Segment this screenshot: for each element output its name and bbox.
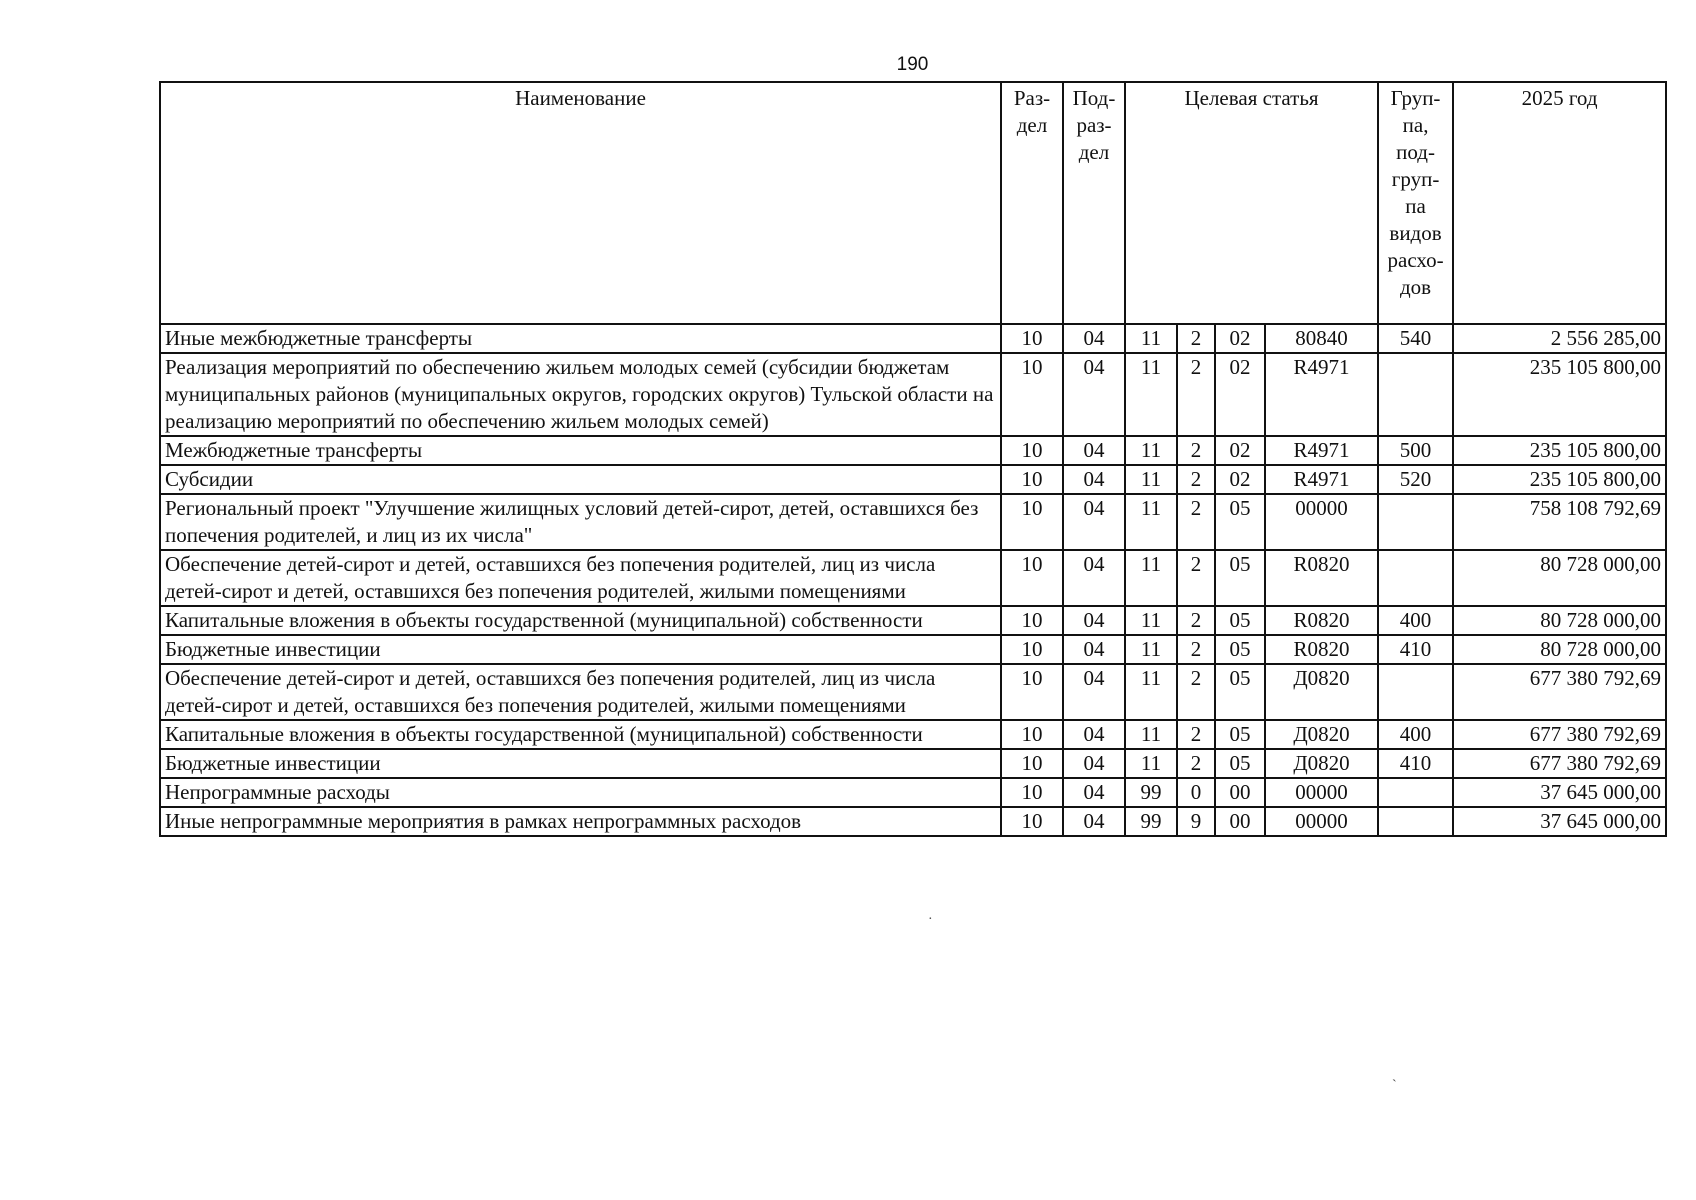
cell-razdel: 10 xyxy=(1001,324,1063,353)
cell-target-direction: 80840 xyxy=(1265,324,1378,353)
table-header-row xyxy=(160,82,1666,324)
cell-podrazdel: 04 xyxy=(1063,664,1125,720)
cell-razdel: 10 xyxy=(1001,807,1063,836)
cell-target-event: 05 xyxy=(1215,606,1265,635)
cell-target-type: 2 xyxy=(1177,606,1215,635)
cell-amount: 80 728 000,00 xyxy=(1453,606,1666,635)
cell-name: Межбюджетные трансферты xyxy=(160,436,1001,465)
cell-target-type: 9 xyxy=(1177,807,1215,836)
cell-target-direction: Д0820 xyxy=(1265,664,1378,720)
cell-target-type: 2 xyxy=(1177,324,1215,353)
cell-target-type: 0 xyxy=(1177,778,1215,807)
cell-target-program: 11 xyxy=(1125,324,1177,353)
cell-podrazdel: 04 xyxy=(1063,778,1125,807)
cell-target-event: 05 xyxy=(1215,720,1265,749)
cell-podrazdel: 04 xyxy=(1063,606,1125,635)
cell-group xyxy=(1378,353,1453,436)
cell-name: Капитальные вложения в объекты государственной (муниципальной) собственности xyxy=(160,606,1001,635)
cell-group: 520 xyxy=(1378,465,1453,494)
table-row xyxy=(160,664,1666,720)
budget-table xyxy=(159,81,1667,837)
scan-speck: · xyxy=(928,912,933,927)
cell-target-type: 2 xyxy=(1177,635,1215,664)
table-body xyxy=(160,324,1666,836)
cell-razdel: 10 xyxy=(1001,436,1063,465)
cell-podrazdel: 04 xyxy=(1063,720,1125,749)
cell-target-program: 11 xyxy=(1125,465,1177,494)
cell-podrazdel: 04 xyxy=(1063,353,1125,436)
cell-group: 400 xyxy=(1378,720,1453,749)
cell-podrazdel: 04 xyxy=(1063,494,1125,550)
cell-group: 410 xyxy=(1378,635,1453,664)
cell-target-program: 11 xyxy=(1125,494,1177,550)
cell-target-program: 11 xyxy=(1125,353,1177,436)
column-header-name: Наименование xyxy=(160,82,1001,324)
cell-podrazdel: 04 xyxy=(1063,324,1125,353)
table-row xyxy=(160,550,1666,606)
cell-amount: 80 728 000,00 xyxy=(1453,635,1666,664)
table-row xyxy=(160,778,1666,807)
table-row xyxy=(160,324,1666,353)
cell-target-direction: R0820 xyxy=(1265,635,1378,664)
scan-speck: ˋ xyxy=(1392,1078,1397,1093)
cell-target-event: 00 xyxy=(1215,807,1265,836)
table-row xyxy=(160,749,1666,778)
cell-razdel: 10 xyxy=(1001,606,1063,635)
cell-name: Обеспечение детей-сирот и детей, оставшихся без попечения родителей, лиц из числа детей-сирот и детей, оставшихся без попечения родителей, жилыми помещениями xyxy=(160,664,1001,720)
cell-target-event: 02 xyxy=(1215,324,1265,353)
cell-target-event: 05 xyxy=(1215,494,1265,550)
cell-name: Бюджетные инвестиции xyxy=(160,749,1001,778)
column-header-podrazdel: Под- раз- дел xyxy=(1063,82,1125,324)
cell-target-event: 05 xyxy=(1215,635,1265,664)
cell-target-direction: Д0820 xyxy=(1265,720,1378,749)
column-header-target: Целевая статья xyxy=(1125,82,1378,324)
cell-group xyxy=(1378,664,1453,720)
cell-podrazdel: 04 xyxy=(1063,749,1125,778)
table-row xyxy=(160,465,1666,494)
table-row xyxy=(160,606,1666,635)
table-row xyxy=(160,635,1666,664)
table-row xyxy=(160,436,1666,465)
cell-target-direction: Д0820 xyxy=(1265,749,1378,778)
cell-target-direction: R4971 xyxy=(1265,436,1378,465)
cell-podrazdel: 04 xyxy=(1063,635,1125,664)
cell-amount: 2 556 285,00 xyxy=(1453,324,1666,353)
cell-amount: 37 645 000,00 xyxy=(1453,807,1666,836)
cell-podrazdel: 04 xyxy=(1063,807,1125,836)
table-row xyxy=(160,494,1666,550)
cell-name: Капитальные вложения в объекты государственной (муниципальной) собственности xyxy=(160,720,1001,749)
cell-group xyxy=(1378,494,1453,550)
cell-amount: 758 108 792,69 xyxy=(1453,494,1666,550)
cell-target-direction: R4971 xyxy=(1265,465,1378,494)
cell-group: 540 xyxy=(1378,324,1453,353)
cell-target-program: 11 xyxy=(1125,664,1177,720)
cell-target-event: 05 xyxy=(1215,664,1265,720)
table-row xyxy=(160,807,1666,836)
cell-group xyxy=(1378,807,1453,836)
cell-group: 400 xyxy=(1378,606,1453,635)
cell-name: Субсидии xyxy=(160,465,1001,494)
cell-name: Обеспечение детей-сирот и детей, оставшихся без попечения родителей, лиц из числа детей-сирот и детей, оставшихся без попечения родителей, жилыми помещениями xyxy=(160,550,1001,606)
cell-target-type: 2 xyxy=(1177,749,1215,778)
cell-group xyxy=(1378,778,1453,807)
cell-target-program: 11 xyxy=(1125,720,1177,749)
cell-target-event: 00 xyxy=(1215,778,1265,807)
cell-razdel: 10 xyxy=(1001,635,1063,664)
cell-amount: 235 105 800,00 xyxy=(1453,353,1666,436)
cell-group xyxy=(1378,550,1453,606)
cell-amount: 80 728 000,00 xyxy=(1453,550,1666,606)
cell-razdel: 10 xyxy=(1001,550,1063,606)
cell-target-program: 99 xyxy=(1125,778,1177,807)
cell-name: Региональный проект "Улучшение жилищных условий детей-сирот, детей, оставшихся без попечения родителей, и лиц из их числа" xyxy=(160,494,1001,550)
cell-target-type: 2 xyxy=(1177,664,1215,720)
cell-name: Непрограммные расходы xyxy=(160,778,1001,807)
cell-target-program: 11 xyxy=(1125,749,1177,778)
cell-target-direction: 00000 xyxy=(1265,807,1378,836)
cell-razdel: 10 xyxy=(1001,720,1063,749)
cell-amount: 235 105 800,00 xyxy=(1453,436,1666,465)
cell-target-direction: 00000 xyxy=(1265,778,1378,807)
cell-group: 500 xyxy=(1378,436,1453,465)
cell-podrazdel: 04 xyxy=(1063,465,1125,494)
cell-target-type: 2 xyxy=(1177,353,1215,436)
cell-target-type: 2 xyxy=(1177,494,1215,550)
cell-amount: 235 105 800,00 xyxy=(1453,465,1666,494)
cell-group: 410 xyxy=(1378,749,1453,778)
cell-target-type: 2 xyxy=(1177,550,1215,606)
cell-target-type: 2 xyxy=(1177,720,1215,749)
cell-razdel: 10 xyxy=(1001,749,1063,778)
cell-target-direction: R0820 xyxy=(1265,550,1378,606)
cell-target-direction: R4971 xyxy=(1265,353,1378,436)
cell-name: Бюджетные инвестиции xyxy=(160,635,1001,664)
table-row xyxy=(160,353,1666,436)
cell-target-event: 02 xyxy=(1215,436,1265,465)
cell-razdel: 10 xyxy=(1001,664,1063,720)
cell-razdel: 10 xyxy=(1001,778,1063,807)
cell-name: Иные непрограммные мероприятия в рамках непрограммных расходов xyxy=(160,807,1001,836)
cell-target-direction: 00000 xyxy=(1265,494,1378,550)
cell-razdel: 10 xyxy=(1001,465,1063,494)
cell-target-program: 11 xyxy=(1125,606,1177,635)
column-header-group: Груп- па, под- груп- па видов расхо- дов xyxy=(1378,82,1453,324)
cell-target-program: 11 xyxy=(1125,550,1177,606)
cell-amount: 677 380 792,69 xyxy=(1453,720,1666,749)
cell-razdel: 10 xyxy=(1001,494,1063,550)
cell-target-program: 11 xyxy=(1125,635,1177,664)
cell-amount: 37 645 000,00 xyxy=(1453,778,1666,807)
cell-target-type: 2 xyxy=(1177,436,1215,465)
cell-target-program: 11 xyxy=(1125,436,1177,465)
cell-target-event: 05 xyxy=(1215,749,1265,778)
cell-amount: 677 380 792,69 xyxy=(1453,664,1666,720)
table-row xyxy=(160,720,1666,749)
cell-name: Иные межбюджетные трансферты xyxy=(160,324,1001,353)
cell-target-direction: R0820 xyxy=(1265,606,1378,635)
cell-razdel: 10 xyxy=(1001,353,1063,436)
cell-name: Реализация мероприятий по обеспечению жильем молодых семей (субсидии бюджетам муниципальных районов (муниципальных округов, городских округов) Тульской области на реализацию мероприятий по обеспечению жильем молодых семей) xyxy=(160,353,1001,436)
column-header-razdel: Раз- дел xyxy=(1001,82,1063,324)
cell-target-event: 02 xyxy=(1215,465,1265,494)
cell-podrazdel: 04 xyxy=(1063,436,1125,465)
page-number: 190 xyxy=(896,54,929,75)
cell-target-event: 02 xyxy=(1215,353,1265,436)
cell-target-event: 05 xyxy=(1215,550,1265,606)
cell-target-type: 2 xyxy=(1177,465,1215,494)
cell-amount: 677 380 792,69 xyxy=(1453,749,1666,778)
column-header-year: 2025 год xyxy=(1453,82,1666,324)
cell-target-program: 99 xyxy=(1125,807,1177,836)
cell-podrazdel: 04 xyxy=(1063,550,1125,606)
